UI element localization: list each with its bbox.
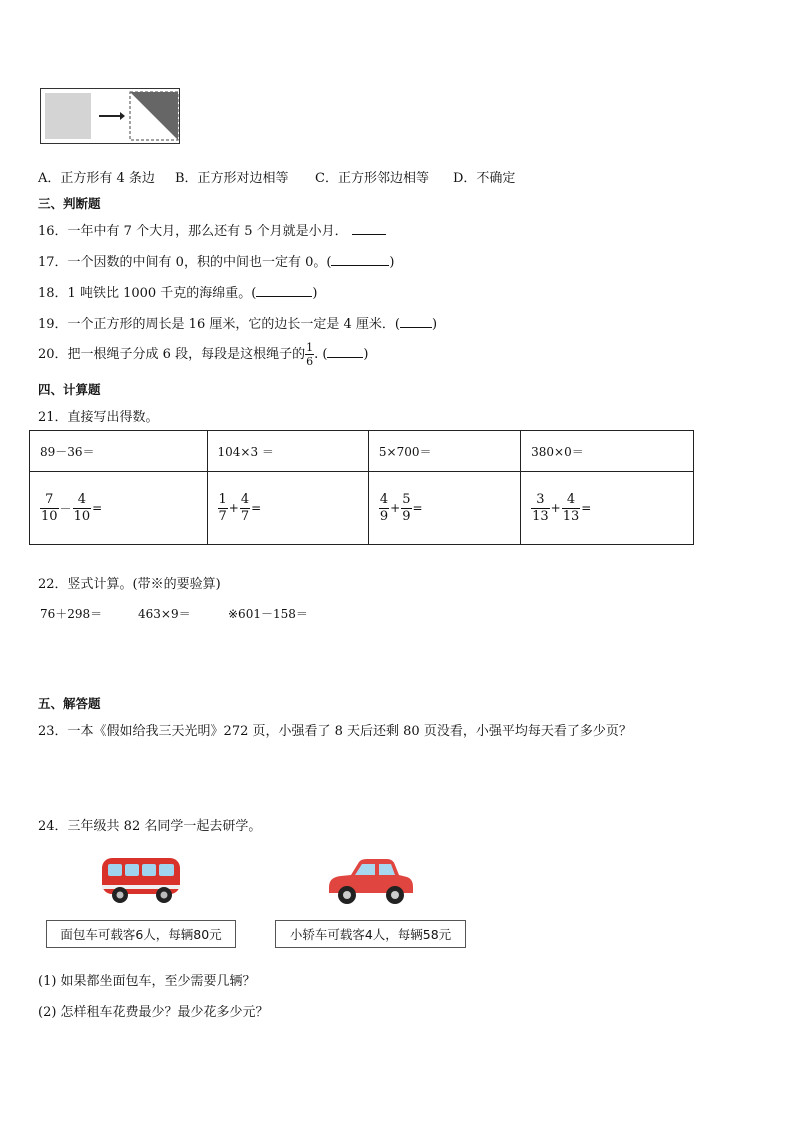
close-paren: ) [431,317,438,332]
car-icon [325,857,415,907]
q20-after: . ( [314,347,328,362]
table-row [30,472,694,545]
fraction-cell: $\frac{3}{13}$ + $\frac{4}{13}$ = [521,472,694,545]
q22-item: 463×9＝ [138,607,191,621]
calc-cell: 5×700＝ [368,431,520,472]
q16-text: 16．一年中有 7 个大月，那么还有 5 个月就是小月． [38,224,348,239]
q20-blank[interactable] [327,345,363,358]
q16 [38,220,386,239]
q15-option-b: B．正方形对边相等 [175,171,289,186]
q24-part-2: (2) 怎样租车花费最少？最少花多少元？ [38,1005,269,1020]
calc-cell: 380×0＝ [521,431,694,472]
q15-option-d: D．不确定 [453,171,516,186]
calc-cell: 104×3 ＝ [207,431,368,472]
q22-text: 22．竖式计算。(带※的要验算) [38,577,221,592]
q22-item: ※601－158＝ [228,607,308,621]
van-label: 面包车可载客6人，每辆80元 [46,920,236,948]
fraction-cell: $\frac{7}{10}$ － $\frac{4}{10}$ = [30,472,208,545]
calc-cell: 89－36＝ [30,431,208,472]
q20 [38,341,369,368]
q23-text: 23．一本《假如给我三天光明》272 页，小强看了 8 天后还剩 80 页没看，小强平均每天看了多少页？ [38,724,632,739]
q24-text: 24．三年级共 82 名同学一起去研学。 [38,819,262,834]
q18-blank[interactable] [256,284,312,297]
q17-text: 17．一个因数的中间有 0，积的中间也一定有 0。( [38,255,332,270]
q18 [38,282,317,301]
section-3-heading: 三、判断题 [38,196,101,211]
q17 [38,251,395,270]
q16-blank[interactable] [352,222,386,235]
q17-blank[interactable] [331,253,389,266]
close-paren: ) [312,286,318,301]
q19 [38,313,437,332]
section-4-heading: 四、计算题 [38,382,101,397]
section-5-heading: 五、解答题 [38,696,101,711]
folded-square-diagram [129,91,179,141]
q22-item: 76＋298＝ [40,607,103,621]
square-fold-figure [40,88,180,144]
van-icon [98,855,184,907]
q24-part-1: (1) 如果都坐面包车，至少需要几辆？ [38,974,256,989]
q18-text: 18．1 吨铁比 1000 千克的海绵重。( [38,286,257,301]
q15-option-c: C．正方形邻边相等 [315,171,429,186]
table-row [30,431,694,472]
q20-fraction: $\frac{1}{6}$ [306,341,314,368]
gray-square [45,93,91,139]
car-label: 小轿车可载客4人，每辆58元 [275,920,466,948]
q20-text: 20．把一根绳子分成 6 段，每段是这根绳子的 [38,347,306,362]
q21-text: 21．直接写出得数。 [38,410,159,425]
q15-option-a: A．正方形有 4 条边 [38,171,155,186]
arrow-icon [99,115,123,117]
calc-table [29,430,694,545]
q19-text: 19．一个正方形的周长是 16 厘米，它的边长一定是 4 厘米．( [38,317,400,332]
close-paren: ) [389,255,395,270]
close-paren: ) [363,347,369,362]
q19-blank[interactable] [400,315,432,328]
fraction-cell: $\frac{4}{9}$ + $\frac{5}{9}$ = [368,472,520,545]
fraction-cell: $\frac{1}{7}$ + $\frac{4}{7}$ = [207,472,368,545]
